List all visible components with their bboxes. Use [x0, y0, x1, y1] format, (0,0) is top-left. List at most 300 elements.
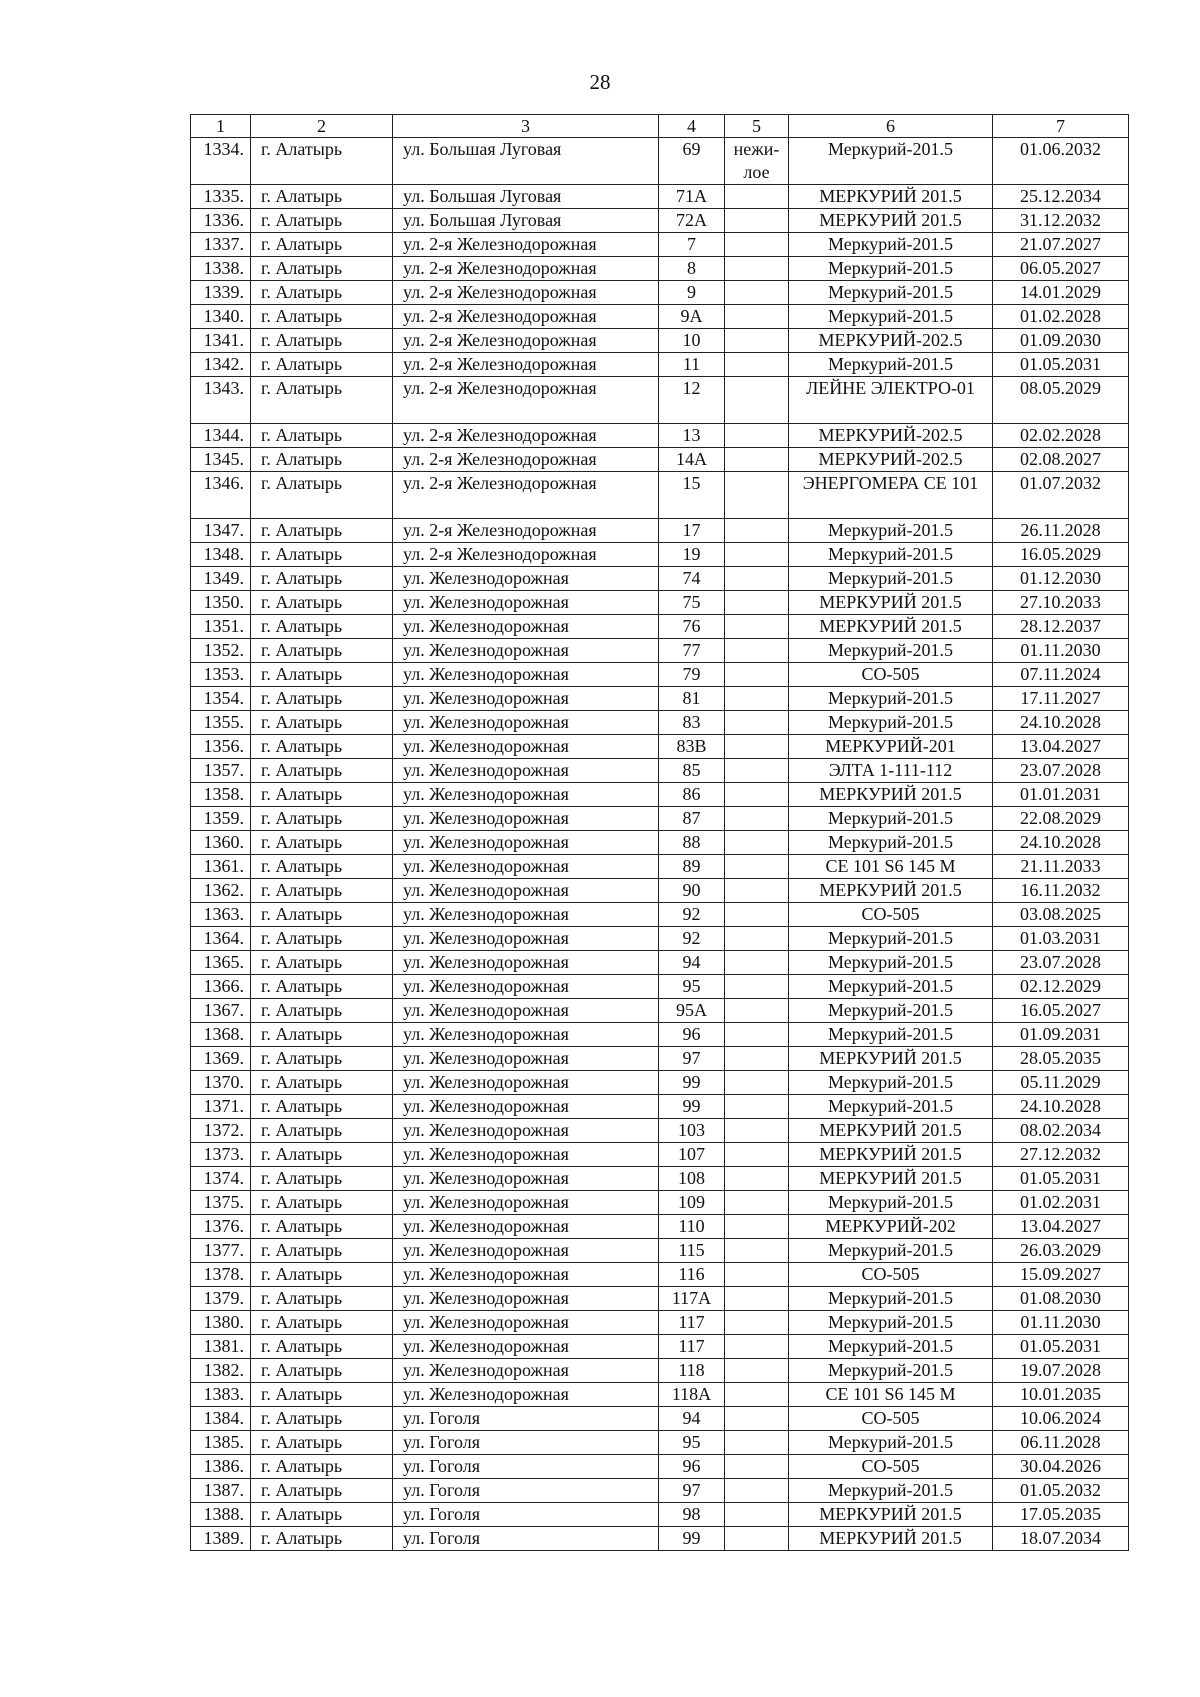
cell-house-number: 12 — [659, 377, 725, 424]
cell-meter-model: Меркурий-201.5 — [789, 999, 993, 1023]
cell-street: ул. Железнодорожная — [393, 975, 659, 999]
cell-verification-date: 01.11.2030 — [993, 639, 1129, 663]
cell-house-number: 92 — [659, 927, 725, 951]
cell-street: ул. 2-я Железнодорожная — [393, 472, 659, 519]
cell-city: г. Алатырь — [251, 903, 393, 927]
cell-verification-date: 01.01.2031 — [993, 783, 1129, 807]
cell-house-number: 97 — [659, 1479, 725, 1503]
cell-meter-model: Меркурий-201.5 — [789, 1071, 993, 1095]
cell-meter-model: Меркурий-201.5 — [789, 138, 993, 185]
cell-city: г. Алатырь — [251, 185, 393, 209]
cell-verification-date: 03.08.2025 — [993, 903, 1129, 927]
cell-premises-type — [725, 1407, 789, 1431]
cell-city: г. Алатырь — [251, 591, 393, 615]
cell-street: ул. Гоголя — [393, 1503, 659, 1527]
cell-premises-type — [725, 567, 789, 591]
cell-premises-type — [725, 783, 789, 807]
table-row — [191, 951, 1129, 975]
cell-street: ул. Железнодорожная — [393, 831, 659, 855]
cell-street: ул. Железнодорожная — [393, 663, 659, 687]
cell-house-number: 14А — [659, 448, 725, 472]
cell-street: ул. Гоголя — [393, 1407, 659, 1431]
cell-premises-type — [725, 472, 789, 519]
cell-city: г. Алатырь — [251, 1191, 393, 1215]
cell-street: ул. Гоголя — [393, 1455, 659, 1479]
cell-premises-type — [725, 519, 789, 543]
cell-row-number: 1364. — [191, 927, 251, 951]
cell-verification-date: 16.05.2027 — [993, 999, 1129, 1023]
cell-premises-type — [725, 1383, 789, 1407]
cell-row-number: 1359. — [191, 807, 251, 831]
table-row — [191, 807, 1129, 831]
cell-premises-type — [725, 1215, 789, 1239]
cell-street: ул. 2-я Железнодорожная — [393, 519, 659, 543]
cell-city: г. Алатырь — [251, 711, 393, 735]
cell-verification-date: 01.09.2030 — [993, 329, 1129, 353]
cell-city: г. Алатырь — [251, 783, 393, 807]
cell-row-number: 1347. — [191, 519, 251, 543]
cell-premises-type — [725, 927, 789, 951]
cell-row-number: 1353. — [191, 663, 251, 687]
table-row — [191, 1287, 1129, 1311]
cell-street: ул. 2-я Железнодорожная — [393, 233, 659, 257]
cell-row-number: 1349. — [191, 567, 251, 591]
cell-city: г. Алатырь — [251, 1503, 393, 1527]
cell-row-number: 1357. — [191, 759, 251, 783]
cell-premises-type — [725, 807, 789, 831]
cell-city: г. Алатырь — [251, 1047, 393, 1071]
table-row — [191, 1215, 1129, 1239]
table-header — [191, 115, 1129, 138]
cell-street: ул. 2-я Железнодорожная — [393, 353, 659, 377]
cell-street: ул. 2-я Железнодорожная — [393, 543, 659, 567]
cell-verification-date: 24.10.2028 — [993, 1095, 1129, 1119]
cell-row-number: 1334. — [191, 138, 251, 185]
cell-house-number: 99 — [659, 1071, 725, 1095]
cell-city: г. Алатырь — [251, 1143, 393, 1167]
cell-meter-model: СО-505 — [789, 663, 993, 687]
table-row — [191, 1191, 1129, 1215]
cell-house-number: 19 — [659, 543, 725, 567]
cell-city: г. Алатырь — [251, 879, 393, 903]
cell-street: ул. Железнодорожная — [393, 1311, 659, 1335]
cell-verification-date: 01.02.2028 — [993, 305, 1129, 329]
table-row — [191, 783, 1129, 807]
cell-house-number: 69 — [659, 138, 725, 185]
cell-row-number: 1385. — [191, 1431, 251, 1455]
table-row — [191, 353, 1129, 377]
cell-city: г. Алатырь — [251, 1095, 393, 1119]
cell-verification-date: 26.03.2029 — [993, 1239, 1129, 1263]
cell-city: г. Алатырь — [251, 1167, 393, 1191]
cell-street: ул. Железнодорожная — [393, 1095, 659, 1119]
cell-meter-model: ЛЕЙНЕ ЭЛЕКТРО-01 — [789, 377, 993, 424]
table-row — [191, 519, 1129, 543]
table-row — [191, 1239, 1129, 1263]
cell-house-number: 118 — [659, 1359, 725, 1383]
cell-street: ул. Железнодорожная — [393, 783, 659, 807]
table-row — [191, 639, 1129, 663]
cell-meter-model: МЕРКУРИЙ 201.5 — [789, 185, 993, 209]
cell-verification-date: 24.10.2028 — [993, 711, 1129, 735]
column-header-5: 5 — [725, 115, 789, 138]
cell-city: г. Алатырь — [251, 615, 393, 639]
cell-premises-type — [725, 1167, 789, 1191]
cell-city: г. Алатырь — [251, 281, 393, 305]
cell-verification-date: 15.09.2027 — [993, 1263, 1129, 1287]
table-row — [191, 567, 1129, 591]
cell-city: г. Алатырь — [251, 472, 393, 519]
cell-meter-model: СО-505 — [789, 1455, 993, 1479]
cell-city: г. Алатырь — [251, 951, 393, 975]
cell-verification-date: 13.04.2027 — [993, 735, 1129, 759]
cell-verification-date: 21.07.2027 — [993, 233, 1129, 257]
table-row — [191, 1047, 1129, 1071]
cell-row-number: 1355. — [191, 711, 251, 735]
cell-city: г. Алатырь — [251, 663, 393, 687]
table-row — [191, 257, 1129, 281]
cell-verification-date: 22.08.2029 — [993, 807, 1129, 831]
cell-house-number: 96 — [659, 1455, 725, 1479]
cell-street: ул. Железнодорожная — [393, 1215, 659, 1239]
cell-house-number: 89 — [659, 855, 725, 879]
cell-city: г. Алатырь — [251, 1431, 393, 1455]
cell-street: ул. Железнодорожная — [393, 1167, 659, 1191]
cell-street: ул. Железнодорожная — [393, 1335, 659, 1359]
cell-verification-date: 13.04.2027 — [993, 1215, 1129, 1239]
cell-city: г. Алатырь — [251, 233, 393, 257]
cell-row-number: 1363. — [191, 903, 251, 927]
cell-street: ул. Железнодорожная — [393, 903, 659, 927]
cell-house-number: 88 — [659, 831, 725, 855]
cell-house-number: 110 — [659, 1215, 725, 1239]
cell-premises-type — [725, 903, 789, 927]
cell-city: г. Алатырь — [251, 448, 393, 472]
cell-street: ул. Железнодорожная — [393, 687, 659, 711]
cell-city: г. Алатырь — [251, 1119, 393, 1143]
cell-verification-date: 26.11.2028 — [993, 519, 1129, 543]
cell-city: г. Алатырь — [251, 138, 393, 185]
cell-verification-date: 18.07.2034 — [993, 1527, 1129, 1551]
cell-street: ул. Железнодорожная — [393, 927, 659, 951]
cell-meter-model: Меркурий-201.5 — [789, 975, 993, 999]
table-row — [191, 1023, 1129, 1047]
cell-row-number: 1352. — [191, 639, 251, 663]
cell-street: ул. 2-я Железнодорожная — [393, 448, 659, 472]
table-row — [191, 1503, 1129, 1527]
cell-verification-date: 17.05.2035 — [993, 1503, 1129, 1527]
cell-row-number: 1341. — [191, 329, 251, 353]
cell-house-number: 117 — [659, 1335, 725, 1359]
cell-city: г. Алатырь — [251, 1455, 393, 1479]
cell-city: г. Алатырь — [251, 1023, 393, 1047]
table-row — [191, 329, 1129, 353]
table-row — [191, 855, 1129, 879]
table-row — [191, 305, 1129, 329]
column-header-6: 6 — [789, 115, 993, 138]
cell-meter-model: Меркурий-201.5 — [789, 519, 993, 543]
table-row — [191, 1335, 1129, 1359]
table-row — [191, 377, 1129, 424]
cell-house-number: 99 — [659, 1095, 725, 1119]
cell-house-number: 92 — [659, 903, 725, 927]
cell-premises-type — [725, 951, 789, 975]
cell-row-number: 1340. — [191, 305, 251, 329]
cell-meter-model: МЕРКУРИЙ 201.5 — [789, 1503, 993, 1527]
cell-row-number: 1361. — [191, 855, 251, 879]
cell-meter-model: ЭНЕРГОМЕРА СЕ 101 — [789, 472, 993, 519]
cell-premises-type — [725, 663, 789, 687]
cell-street: ул. 2-я Железнодорожная — [393, 281, 659, 305]
cell-street: ул. Железнодорожная — [393, 1287, 659, 1311]
table-row — [191, 185, 1129, 209]
cell-premises-type — [725, 831, 789, 855]
cell-meter-model: Меркурий-201.5 — [789, 305, 993, 329]
table-row — [191, 903, 1129, 927]
cell-house-number: 17 — [659, 519, 725, 543]
cell-premises-type — [725, 353, 789, 377]
cell-street: ул. Большая Луговая — [393, 138, 659, 185]
cell-row-number: 1360. — [191, 831, 251, 855]
cell-verification-date: 05.11.2029 — [993, 1071, 1129, 1095]
cell-city: г. Алатырь — [251, 735, 393, 759]
table-row — [191, 209, 1129, 233]
table-row — [191, 663, 1129, 687]
cell-row-number: 1386. — [191, 1455, 251, 1479]
cell-premises-type — [725, 591, 789, 615]
cell-verification-date: 23.07.2028 — [993, 759, 1129, 783]
cell-verification-date: 01.12.2030 — [993, 567, 1129, 591]
cell-row-number: 1387. — [191, 1479, 251, 1503]
cell-verification-date: 31.12.2032 — [993, 209, 1129, 233]
cell-premises-type — [725, 1335, 789, 1359]
cell-meter-model: Меркурий-201.5 — [789, 807, 993, 831]
cell-city: г. Алатырь — [251, 807, 393, 831]
cell-street: ул. Железнодорожная — [393, 1383, 659, 1407]
cell-row-number: 1384. — [191, 1407, 251, 1431]
cell-street: ул. 2-я Железнодорожная — [393, 329, 659, 353]
cell-house-number: 94 — [659, 951, 725, 975]
cell-verification-date: 01.07.2032 — [993, 472, 1129, 519]
cell-meter-model: МЕРКУРИЙ 201.5 — [789, 879, 993, 903]
cell-street: ул. Гоголя — [393, 1479, 659, 1503]
cell-row-number: 1389. — [191, 1527, 251, 1551]
cell-meter-model: МЕРКУРИЙ-202.5 — [789, 329, 993, 353]
cell-premises-type — [725, 711, 789, 735]
cell-house-number: 96 — [659, 1023, 725, 1047]
cell-meter-model: Меркурий-201.5 — [789, 831, 993, 855]
cell-meter-model: МЕРКУРИЙ-202.5 — [789, 424, 993, 448]
cell-premises-type — [725, 1047, 789, 1071]
table-row — [191, 1407, 1129, 1431]
cell-row-number: 1375. — [191, 1191, 251, 1215]
cell-row-number: 1381. — [191, 1335, 251, 1359]
cell-house-number: 15 — [659, 472, 725, 519]
cell-house-number: 86 — [659, 783, 725, 807]
cell-city: г. Алатырь — [251, 855, 393, 879]
cell-row-number: 1388. — [191, 1503, 251, 1527]
cell-house-number: 117А — [659, 1287, 725, 1311]
cell-row-number: 1348. — [191, 543, 251, 567]
cell-house-number: 9 — [659, 281, 725, 305]
cell-house-number: 10 — [659, 329, 725, 353]
cell-meter-model: Меркурий-201.5 — [789, 1191, 993, 1215]
table-row — [191, 233, 1129, 257]
cell-verification-date: 25.12.2034 — [993, 185, 1129, 209]
cell-verification-date: 01.05.2032 — [993, 1479, 1129, 1503]
cell-premises-type — [725, 1311, 789, 1335]
cell-row-number: 1378. — [191, 1263, 251, 1287]
cell-house-number: 83 — [659, 711, 725, 735]
cell-verification-date: 02.02.2028 — [993, 424, 1129, 448]
cell-city: г. Алатырь — [251, 639, 393, 663]
cell-street: ул. Железнодорожная — [393, 999, 659, 1023]
cell-house-number: 95 — [659, 975, 725, 999]
cell-house-number: 7 — [659, 233, 725, 257]
cell-street: ул. Гоголя — [393, 1527, 659, 1551]
column-header-7: 7 — [993, 115, 1129, 138]
table-row — [191, 879, 1129, 903]
table-row — [191, 735, 1129, 759]
cell-house-number: 94 — [659, 1407, 725, 1431]
cell-city: г. Алатырь — [251, 519, 393, 543]
page-number: 28 — [589, 70, 611, 94]
cell-city: г. Алатырь — [251, 1479, 393, 1503]
table-row — [191, 615, 1129, 639]
cell-premises-type: нежи-лое — [725, 138, 789, 185]
cell-row-number: 1346. — [191, 472, 251, 519]
cell-verification-date: 06.11.2028 — [993, 1431, 1129, 1455]
cell-premises-type — [725, 999, 789, 1023]
cell-street: ул. 2-я Железнодорожная — [393, 305, 659, 329]
cell-verification-date: 01.05.2031 — [993, 1167, 1129, 1191]
cell-house-number: 77 — [659, 639, 725, 663]
cell-street: ул. Железнодорожная — [393, 1071, 659, 1095]
cell-verification-date: 21.11.2033 — [993, 855, 1129, 879]
cell-house-number: 9А — [659, 305, 725, 329]
cell-row-number: 1336. — [191, 209, 251, 233]
cell-premises-type — [725, 305, 789, 329]
cell-city: г. Алатырь — [251, 759, 393, 783]
cell-verification-date: 08.02.2034 — [993, 1119, 1129, 1143]
cell-meter-model: Меркурий-201.5 — [789, 1359, 993, 1383]
cell-house-number: 71А — [659, 185, 725, 209]
cell-meter-model: МЕРКУРИЙ-202 — [789, 1215, 993, 1239]
cell-street: ул. Железнодорожная — [393, 1119, 659, 1143]
cell-house-number: 95А — [659, 999, 725, 1023]
cell-city: г. Алатырь — [251, 543, 393, 567]
cell-row-number: 1379. — [191, 1287, 251, 1311]
cell-meter-model: МЕРКУРИЙ 201.5 — [789, 1167, 993, 1191]
cell-city: г. Алатырь — [251, 1527, 393, 1551]
cell-premises-type — [725, 1455, 789, 1479]
cell-house-number: 85 — [659, 759, 725, 783]
cell-meter-model: Меркурий-201.5 — [789, 1239, 993, 1263]
cell-verification-date: 24.10.2028 — [993, 831, 1129, 855]
cell-street: ул. 2-я Железнодорожная — [393, 257, 659, 281]
cell-meter-model: Меркурий-201.5 — [789, 639, 993, 663]
cell-house-number: 109 — [659, 1191, 725, 1215]
cell-row-number: 1339. — [191, 281, 251, 305]
cell-meter-model: Меркурий-201.5 — [789, 1023, 993, 1047]
cell-verification-date: 27.10.2033 — [993, 591, 1129, 615]
cell-premises-type — [725, 377, 789, 424]
column-header-4: 4 — [659, 115, 725, 138]
cell-verification-date: 30.04.2026 — [993, 1455, 1129, 1479]
cell-house-number: 108 — [659, 1167, 725, 1191]
cell-street: ул. Гоголя — [393, 1431, 659, 1455]
cell-verification-date: 01.11.2030 — [993, 1311, 1129, 1335]
cell-city: г. Алатырь — [251, 1335, 393, 1359]
cell-row-number: 1367. — [191, 999, 251, 1023]
cell-verification-date: 10.01.2035 — [993, 1383, 1129, 1407]
cell-premises-type — [725, 759, 789, 783]
cell-house-number: 117 — [659, 1311, 725, 1335]
cell-verification-date: 08.05.2029 — [993, 377, 1129, 424]
cell-street: ул. Железнодорожная — [393, 639, 659, 663]
cell-meter-model: МЕРКУРИЙ 201.5 — [789, 209, 993, 233]
table-row — [191, 1119, 1129, 1143]
cell-meter-model: СЕ 101 S6 145 М — [789, 855, 993, 879]
cell-meter-model: Меркурий-201.5 — [789, 353, 993, 377]
cell-verification-date: 02.08.2027 — [993, 448, 1129, 472]
cell-verification-date: 27.12.2032 — [993, 1143, 1129, 1167]
cell-row-number: 1376. — [191, 1215, 251, 1239]
cell-street: ул. Железнодорожная — [393, 855, 659, 879]
cell-city: г. Алатырь — [251, 329, 393, 353]
cell-city: г. Алатырь — [251, 1071, 393, 1095]
table-row — [191, 711, 1129, 735]
cell-verification-date: 01.08.2030 — [993, 1287, 1129, 1311]
cell-premises-type — [725, 1119, 789, 1143]
cell-premises-type — [725, 855, 789, 879]
cell-city: г. Алатырь — [251, 831, 393, 855]
cell-street: ул. Железнодорожная — [393, 1143, 659, 1167]
cell-premises-type — [725, 1023, 789, 1047]
table-row — [191, 975, 1129, 999]
cell-house-number: 8 — [659, 257, 725, 281]
table-row — [191, 1071, 1129, 1095]
cell-verification-date: 16.11.2032 — [993, 879, 1129, 903]
cell-meter-model: Меркурий-201.5 — [789, 1335, 993, 1359]
cell-house-number: 87 — [659, 807, 725, 831]
cell-street: ул. Железнодорожная — [393, 1239, 659, 1263]
cell-premises-type — [725, 257, 789, 281]
column-header-1: 1 — [191, 115, 251, 138]
table-row — [191, 927, 1129, 951]
cell-city: г. Алатырь — [251, 1263, 393, 1287]
table-row — [191, 281, 1129, 305]
cell-street: ул. Железнодорожная — [393, 1191, 659, 1215]
cell-premises-type — [725, 209, 789, 233]
cell-row-number: 1362. — [191, 879, 251, 903]
cell-row-number: 1368. — [191, 1023, 251, 1047]
table-row — [191, 1263, 1129, 1287]
cell-street: ул. Железнодорожная — [393, 591, 659, 615]
cell-house-number: 95 — [659, 1431, 725, 1455]
table-body — [191, 138, 1129, 1551]
cell-street: ул. Железнодорожная — [393, 711, 659, 735]
cell-premises-type — [725, 329, 789, 353]
cell-house-number: 75 — [659, 591, 725, 615]
table-row — [191, 1455, 1129, 1479]
cell-street: ул. Железнодорожная — [393, 735, 659, 759]
cell-street: ул. Железнодорожная — [393, 1047, 659, 1071]
cell-verification-date: 01.02.2031 — [993, 1191, 1129, 1215]
cell-meter-model: Меркурий-201.5 — [789, 567, 993, 591]
cell-city: г. Алатырь — [251, 353, 393, 377]
column-header-2: 2 — [251, 115, 393, 138]
